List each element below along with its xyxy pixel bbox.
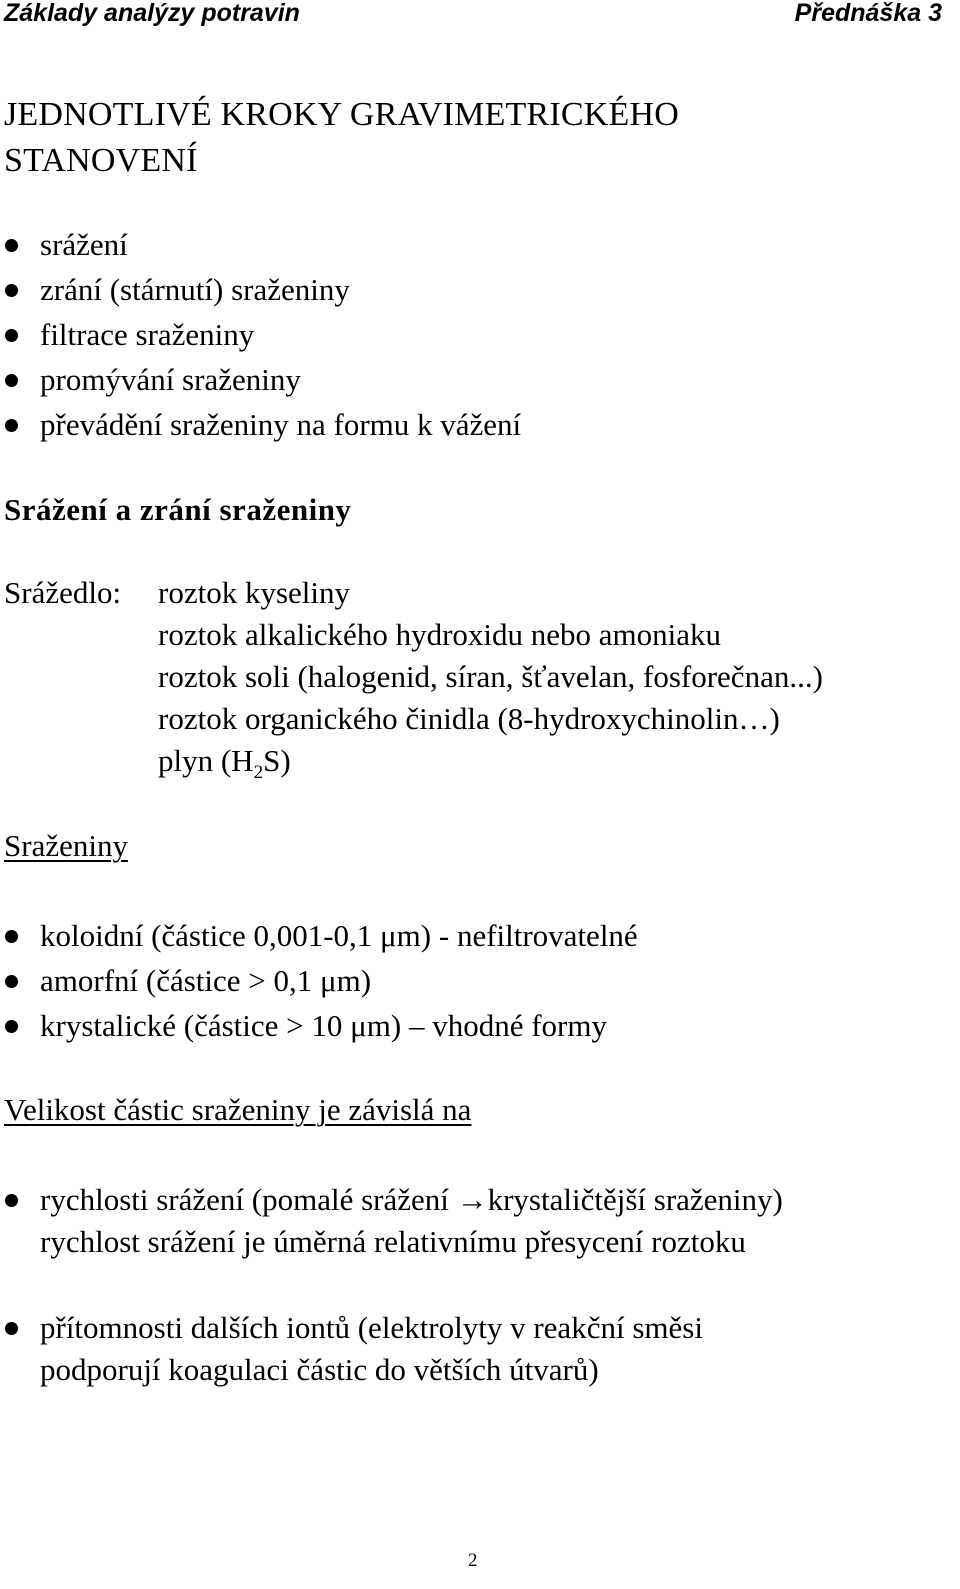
list-item [0,402,521,447]
header-lecture-number: Přednáška 3 [794,0,942,27]
bullet-icon [5,1020,18,1033]
particle-size-heading: Velikost částic sraženiny je závislá na [4,1092,472,1127]
gas-subscript: 2 [253,762,264,784]
list-item [0,357,521,402]
precipitant-item-gas [158,741,291,793]
precipitant-item: roztok organického činidla (8-hydroxychinolin…) [158,701,780,736]
header-course-title: Základy analýzy potravin [4,0,300,27]
steps-list [0,222,521,447]
precipitant-item: roztok soli (halogenid, síran, šťavelan, fosforečnan...) [158,659,823,694]
bullet-icon [5,975,18,988]
list-item [0,913,638,958]
list-item-text: rychlosti srážení (pomalé srážení →krystaličtější sraženiny) [40,1182,783,1217]
list-item-text: koloidní (částice 0,001-0,1 μm) - nefiltrovatelné [40,918,638,953]
list-item [0,958,638,1003]
bullet-icon [5,329,18,342]
bullet-icon [5,374,18,387]
page-title [4,92,679,184]
list-item-text: rychlost srážení je úměrná relativnímu přesycení roztoku [40,1224,746,1259]
bullet-icon [5,284,18,297]
section-heading: Srážení a zrání sraženiny [4,492,352,527]
bullet-icon [5,1322,18,1335]
precipitates-heading: Sraženiny [4,828,128,863]
list-item [0,222,521,267]
page-title-line-2: STANOVENÍ [4,142,198,179]
list-item-continuation [0,1222,783,1262]
page-number: 2 [468,1550,478,1571]
list-item [0,1305,703,1350]
factor-other-ions [0,1305,703,1390]
list-item-text: promývání sraženiny [40,362,301,397]
factor-precipitation-rate [0,1177,783,1262]
list-item-text: převádění sraženiny na formu k vážení [40,407,522,442]
list-item-text: přítomnosti dalších iontů (elektrolyty v reakční směsi [40,1310,703,1345]
bullet-icon [5,419,18,432]
list-item [0,267,521,312]
list-item-text: srážení [40,227,128,262]
precipitates-list [0,913,638,1048]
list-item [0,1177,783,1222]
precipitant-label: Srážedlo: [4,575,122,610]
list-item-text: krystalické (částice > 10 μm) – vhodné formy [40,1008,607,1043]
bullet-icon [5,930,18,943]
gas-suffix: S) [263,743,291,778]
gas-prefix: plyn (H [158,743,254,778]
list-item-text: amorfní (částice > 0,1 μm) [40,963,372,998]
precipitant-item: roztok alkalického hydroxidu nebo amoniaku [158,617,722,652]
list-item-continuation [0,1350,703,1390]
bullet-icon [5,239,18,252]
list-item-text: filtrace sraženiny [40,317,255,352]
list-item [0,312,521,357]
bullet-icon [5,1194,18,1207]
list-item-text: podporují koagulaci částic do větších útvarů) [40,1352,599,1387]
precipitant-item: roztok kyseliny [158,575,350,610]
page-title-line-1: JEDNOTLIVÉ KROKY GRAVIMETRICKÉHO [4,96,680,133]
list-item-text: zrání (stárnutí) sraženiny [40,272,350,307]
list-item [0,1003,638,1048]
